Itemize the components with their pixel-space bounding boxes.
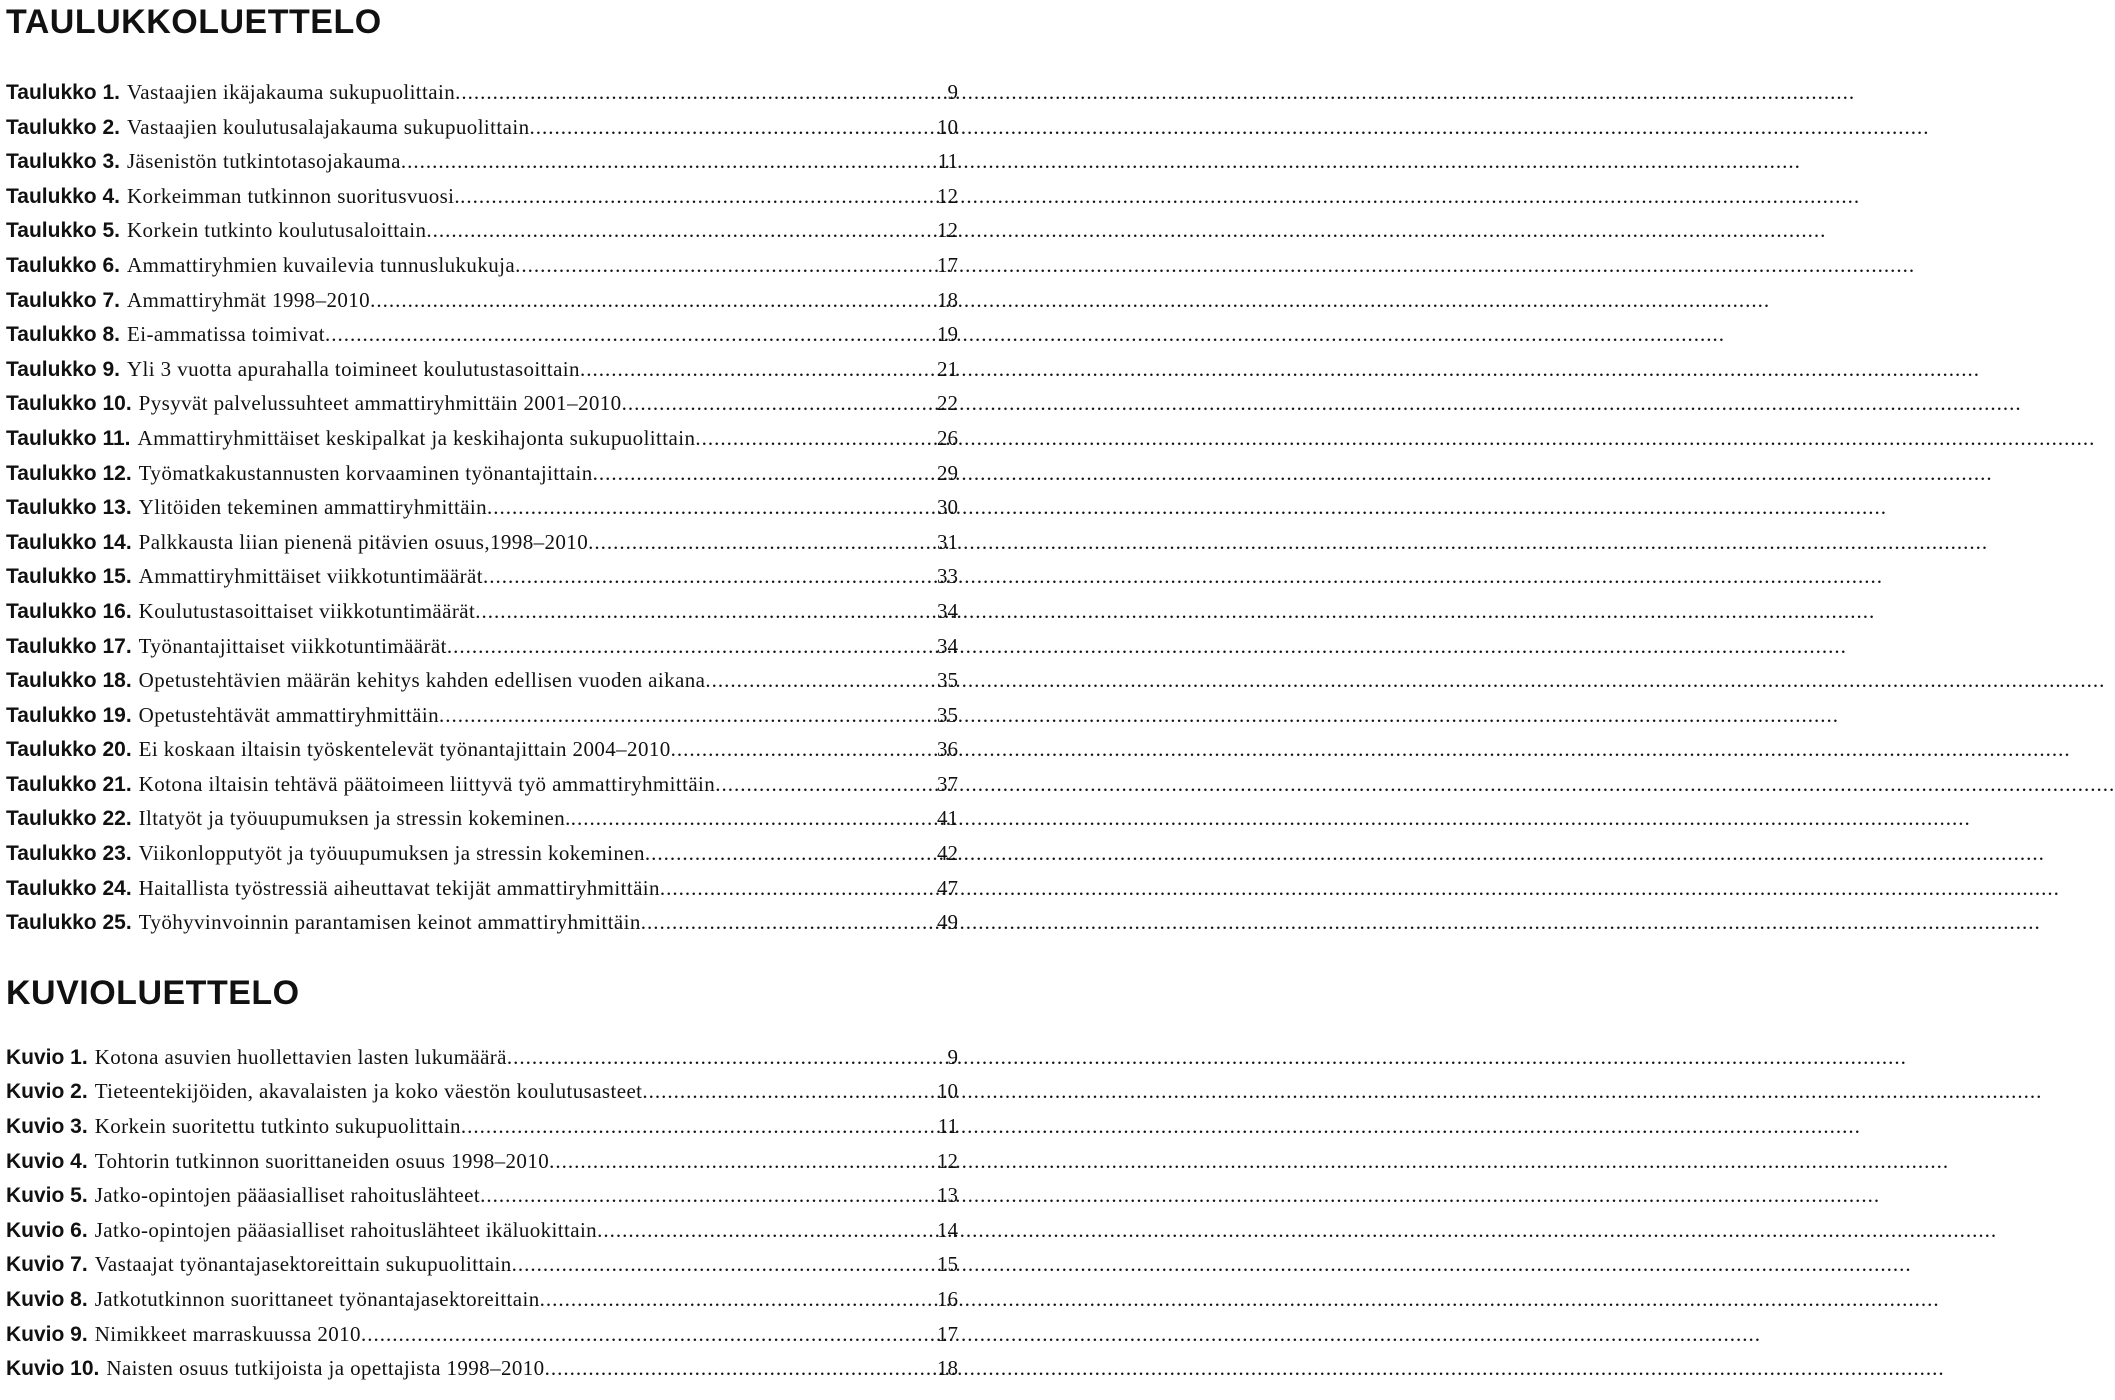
- table-entry-page-number: 12: [937, 218, 958, 243]
- table-entry-title: Vastaajien koulutusalajakauma sukupuolittain: [126, 114, 530, 139]
- table-entry-title: Työnantajittaiset viikkotuntimäärät: [138, 633, 447, 658]
- table-entry-title: Iltatyöt ja työuupumuksen ja stressin kokeminen.: [138, 806, 571, 831]
- dot-leader: [642, 1079, 936, 1104]
- table-entry-page-number: 19: [937, 322, 958, 347]
- table-entry-label: Taulukko 12.: [6, 461, 132, 485]
- dot-leader: [447, 634, 936, 659]
- table-entry-title: Ammattiryhmien kuvailevia tunnuslukukuja: [126, 252, 516, 277]
- table-entry-page-number: 17: [937, 252, 958, 277]
- table-entry-label: Taulukko 1.: [6, 81, 120, 104]
- dot-leader: [455, 80, 946, 105]
- table-entry[interactable]: [6, 288, 958, 323]
- dot-leader: [515, 253, 936, 278]
- figure-entry-title: Jatko-opintojen pääasialliset rahoituslähteet ikäluokittain: [94, 1217, 598, 1242]
- table-entry-title: Ammattiryhmittäiset keskipalkat ja keskihajonta sukupuolittain: [137, 425, 696, 450]
- figure-entry[interactable]: [6, 1114, 958, 1149]
- figure-entry-page-number: 14: [937, 1217, 958, 1242]
- table-entry-title: Kotona iltaisin tehtävä päätoimeen liittyvä työ ammattiryhmittäin: [138, 771, 716, 796]
- table-entry[interactable]: [6, 391, 958, 426]
- table-entry-title: Työhyvinvoinnin parantamisen keinot ammattiryhmittäin: [138, 910, 641, 935]
- figure-entry-page-number: 15: [937, 1252, 958, 1277]
- dot-leader: [645, 841, 936, 866]
- table-entry-page-number: 35: [937, 668, 958, 693]
- dot-leader: [530, 115, 937, 140]
- dot-leader: [715, 772, 936, 797]
- table-entry-label: Taulukko 15.: [6, 565, 132, 589]
- tables-heading: TAULUKKOLUETTELO: [6, 3, 382, 41]
- figure-entry-title: Korkein suoritettu tutkinto sukupuolittain: [94, 1114, 461, 1139]
- table-entry-title: Opetustehtävät ammattiryhmittäin: [138, 702, 439, 727]
- figure-entry[interactable]: [6, 1079, 958, 1114]
- dot-leader: [580, 357, 936, 382]
- table-entry[interactable]: [6, 530, 958, 565]
- table-entry-label: Taulukko 23.: [6, 842, 132, 866]
- figure-entry[interactable]: [6, 1356, 958, 1391]
- dot-leader: [461, 1114, 937, 1139]
- table-entry-page-number: 9: [947, 80, 958, 104]
- dot-leader: [480, 1183, 936, 1208]
- figure-entry-page-number: 10: [937, 1079, 958, 1104]
- dot-leader: [460, 184, 936, 209]
- table-entry-title: Palkkausta liian pienenä pitävien osuus,1998–2010: [138, 529, 589, 554]
- figure-entry[interactable]: [6, 1322, 958, 1357]
- table-entry[interactable]: [6, 253, 958, 288]
- table-entry-page-number: 47: [937, 875, 958, 900]
- table-entry-label: Taulukko 22.: [6, 807, 132, 831]
- table-entry-title: Jäsenistön tutkintotasojakauma: [126, 149, 401, 174]
- dot-leader: [401, 149, 937, 174]
- dot-leader: [671, 737, 936, 762]
- table-entry-label: Taulukko 20.: [6, 738, 132, 762]
- dot-leader: [695, 426, 936, 451]
- figures-heading: KUVIOLUETTELO: [6, 973, 300, 1012]
- figure-entry-title: Naisten osuus tutkijoista ja opettajista 1998–2010: [106, 1356, 545, 1381]
- table-entry[interactable]: [6, 80, 958, 115]
- dot-leader: [641, 910, 936, 935]
- table-entry-label: Taulukko 9.: [6, 357, 120, 381]
- dot-leader: [571, 806, 936, 831]
- table-entry[interactable]: [6, 841, 958, 876]
- table-entry-label: Taulukko 24.: [6, 876, 132, 900]
- dot-leader: [325, 322, 936, 347]
- figure-entry[interactable]: [6, 1045, 958, 1080]
- table-entry-label: Taulukko 14.: [6, 530, 132, 554]
- dot-leader: [512, 1252, 936, 1277]
- figure-entry[interactable]: [6, 1252, 958, 1287]
- dot-leader: [439, 703, 936, 728]
- table-entry-label: Taulukko 11.: [6, 426, 131, 450]
- table-entry-page-number: 36: [937, 737, 958, 762]
- figure-entry-label: Kuvio 9.: [6, 1322, 88, 1346]
- dot-leader: [622, 391, 936, 416]
- table-entry-label: Taulukko 13.: [6, 496, 132, 520]
- table-entry-title: Pysyvät palvelussuhteet ammattiryhmittäin 2001–2010: [138, 391, 622, 416]
- table-entry-title: Haitallista työstressiä aiheuttavat tekijät ammattiryhmittäin: [138, 875, 660, 900]
- table-entry-page-number: 49: [937, 910, 958, 935]
- table-entry[interactable]: [6, 772, 958, 807]
- figure-entry-title: Kotona asuvien huollettavien lasten lukumäärä: [94, 1044, 507, 1069]
- table-entry-label: Taulukko 8.: [6, 323, 120, 347]
- table-entry[interactable]: [6, 495, 958, 530]
- table-entry-title: Ammattiryhmät 1998–2010: [126, 287, 371, 312]
- table-entry[interactable]: [6, 634, 958, 669]
- figure-entry[interactable]: [6, 1218, 958, 1253]
- dot-leader: [540, 1287, 936, 1312]
- figure-entry-title: Tieteentekijöiden, akavalaisten ja koko väestön koulutusasteet: [94, 1079, 643, 1104]
- table-entry-title: Korkein tutkinto koulutusaloittain: [126, 218, 427, 243]
- table-entry-title: Ei-ammatissa toimivat: [126, 322, 325, 347]
- table-entry[interactable]: [6, 876, 958, 911]
- table-entry-label: Taulukko 2.: [6, 115, 120, 139]
- table-entry[interactable]: [6, 564, 958, 599]
- table-entry-title: Ammattiryhmittäiset viikkotuntimäärät: [138, 564, 483, 589]
- figure-entry-page-number: 17: [937, 1321, 958, 1346]
- table-entry[interactable]: [6, 910, 958, 945]
- table-entry-title: Viikonlopputyöt ja työuupumuksen ja stressin kokeminen: [138, 841, 645, 866]
- table-entry-page-number: 41: [937, 806, 958, 831]
- figure-entry-label: Kuvio 8.: [6, 1288, 88, 1311]
- figure-entry-title: Jatkotutkinnon suorittaneet työnantajasektoreittain: [94, 1287, 540, 1311]
- table-entry-label: Taulukko 19.: [6, 703, 132, 727]
- dot-leader: [483, 564, 936, 589]
- dot-leader: [593, 461, 936, 486]
- table-entry-page-number: 42: [937, 841, 958, 866]
- table-entry-title: Työmatkakustannusten korvaaminen työnantajittain: [138, 460, 593, 485]
- table-entry-page-number: 18: [937, 287, 958, 312]
- figure-entry-label: Kuvio 5.: [6, 1184, 88, 1208]
- table-entry-title: Koulutustasoittaiset viikkotuntimäärät: [138, 598, 476, 623]
- table-entry-page-number: 10: [937, 114, 958, 139]
- figure-entry[interactable]: [6, 1149, 958, 1184]
- table-entry-title: Yli 3 vuotta apurahalla toimineet koulutustasoittain: [126, 356, 580, 381]
- figure-entry-page-number: 12: [937, 1148, 958, 1173]
- figure-entry-label: Kuvio 10.: [6, 1357, 100, 1381]
- figure-entry-page-number: 11: [937, 1114, 958, 1139]
- table-entry[interactable]: [6, 668, 958, 703]
- figure-entry-page-number: 16: [937, 1287, 958, 1311]
- figure-entry-label: Kuvio 1.: [6, 1045, 88, 1069]
- dot-leader: [426, 218, 936, 243]
- table-entry[interactable]: [6, 322, 958, 357]
- table-entry-page-number: 12: [937, 183, 958, 208]
- table-entry-title: Ylitöiden tekeminen ammattiryhmittäin: [138, 495, 488, 520]
- figure-entry-title: Vastaajat työnantajasektoreittain sukupuolittain: [94, 1252, 512, 1277]
- table-entry-page-number: 29: [937, 460, 958, 485]
- table-entry-label: Taulukko 6.: [6, 253, 120, 277]
- table-entry-title: Korkeimman tutkinnon suoritusvuosi.: [126, 183, 461, 208]
- table-entry-label: Taulukko 16.: [6, 599, 132, 623]
- table-entry-label: Taulukko 10.: [6, 392, 132, 416]
- table-entry-label: Taulukko 7.: [6, 288, 120, 312]
- table-entry-label: Taulukko 21.: [6, 772, 132, 796]
- table-entry[interactable]: [6, 115, 958, 150]
- table-entry-page-number: 35: [937, 702, 958, 727]
- figure-entry-label: Kuvio 3.: [6, 1115, 88, 1139]
- dot-leader: [549, 1149, 936, 1174]
- table-entry[interactable]: [6, 357, 958, 392]
- table-entry[interactable]: [6, 737, 958, 772]
- table-entry-label: Taulukko 18.: [6, 669, 132, 693]
- table-entry-page-number: 34: [937, 598, 958, 623]
- dot-leader: [705, 668, 936, 693]
- figures-list: [6, 1045, 958, 1391]
- figure-entry[interactable]: [6, 1287, 958, 1322]
- table-entry[interactable]: [6, 461, 958, 496]
- dot-leader: [487, 495, 936, 520]
- table-entry-label: Taulukko 4.: [6, 184, 120, 208]
- table-entry-label: Taulukko 5.: [6, 219, 120, 243]
- table-entry-page-number: 33: [937, 564, 958, 589]
- dot-leader: [597, 1218, 936, 1243]
- table-entry-label: Taulukko 17.: [6, 634, 132, 658]
- dot-leader: [361, 1322, 936, 1347]
- figure-entry-title: Tohtorin tutkinnon suorittaneiden osuus 1998–2010: [94, 1148, 550, 1173]
- tables-list: [6, 80, 958, 945]
- table-entry-title: Vastaajien ikäjakauma sukupuolittain: [126, 80, 456, 104]
- dot-leader: [507, 1045, 947, 1070]
- figure-entry-label: Kuvio 6.: [6, 1218, 88, 1242]
- figure-entry-title: Nimikkeet marraskuussa 2010: [94, 1321, 361, 1346]
- table-entry-label: Taulukko 25.: [6, 911, 132, 935]
- dot-leader: [475, 599, 936, 624]
- table-entry-page-number: 11: [937, 149, 958, 174]
- figure-entry-page-number: 18: [937, 1356, 958, 1381]
- table-entry-page-number: 26: [937, 425, 958, 450]
- table-entry[interactable]: [6, 149, 958, 184]
- table-entry[interactable]: [6, 218, 958, 253]
- table-of-contents-page: [6, 0, 958, 1391]
- table-entry-page-number: 22: [937, 391, 958, 416]
- dot-leader: [370, 288, 936, 313]
- dot-leader: [545, 1356, 936, 1381]
- table-entry[interactable]: [6, 184, 958, 219]
- table-entry-title: Opetustehtävien määrän kehitys kahden edellisen vuoden aikana: [138, 668, 706, 693]
- figure-entry[interactable]: [6, 1183, 958, 1218]
- table-entry-page-number: 31: [937, 529, 958, 554]
- table-entry-label: Taulukko 3.: [6, 150, 120, 174]
- table-entry-page-number: 37: [937, 771, 958, 796]
- dot-leader: [588, 530, 936, 555]
- table-entry-title: Ei koskaan iltaisin työskentelevät työnantajittain 2004–2010: [138, 737, 671, 762]
- figure-entry-label: Kuvio 7.: [6, 1253, 88, 1277]
- figure-entry-page-number: 13: [937, 1183, 958, 1208]
- figure-entry-page-number: 9: [947, 1044, 958, 1069]
- dot-leader: [660, 876, 936, 901]
- table-entry[interactable]: [6, 599, 958, 634]
- table-entry-page-number: 30: [937, 495, 958, 520]
- figure-entry-label: Kuvio 2.: [6, 1080, 88, 1104]
- figure-entry-title: Jatko-opintojen pääasialliset rahoituslähteet: [94, 1183, 481, 1208]
- table-entry[interactable]: [6, 703, 958, 738]
- table-entry[interactable]: [6, 806, 958, 841]
- table-entry-page-number: 34: [937, 633, 958, 658]
- figure-entry-label: Kuvio 4.: [6, 1149, 88, 1173]
- table-entry[interactable]: [6, 426, 958, 461]
- table-entry-page-number: 21: [937, 356, 958, 381]
